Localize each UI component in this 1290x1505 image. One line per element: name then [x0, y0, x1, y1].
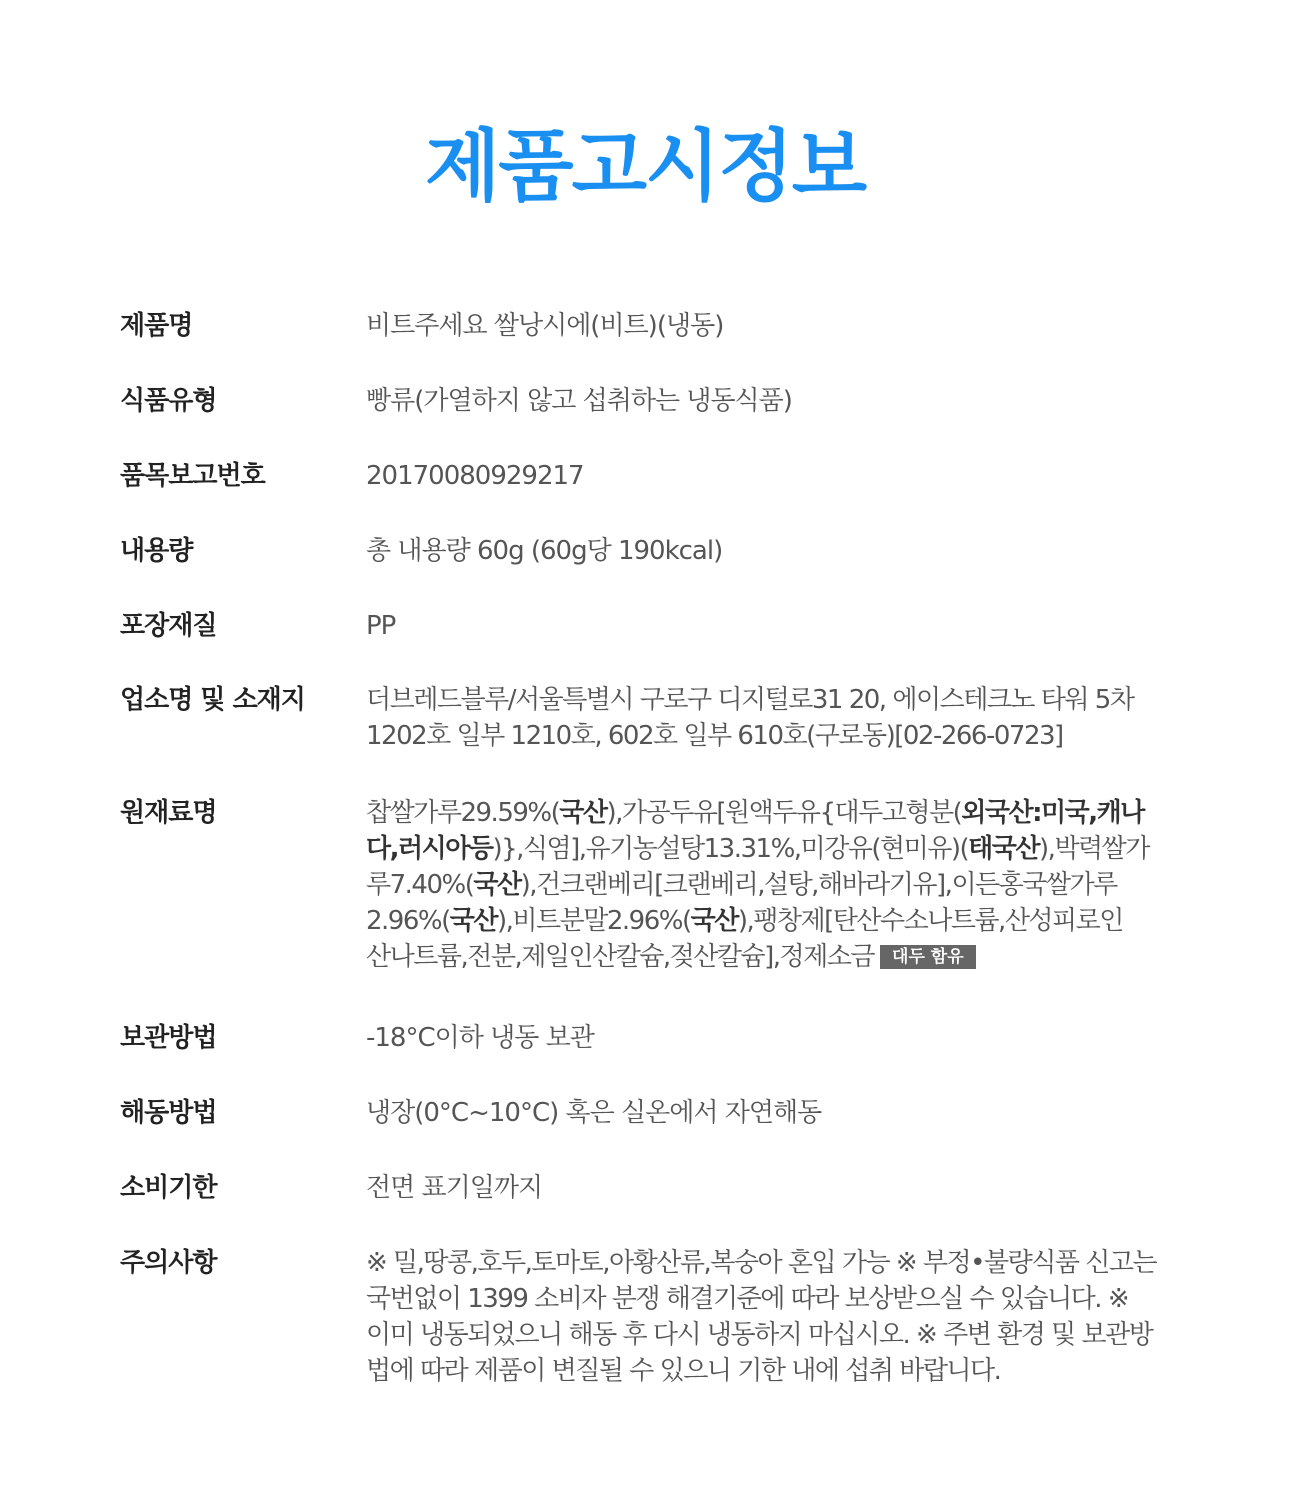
ingredient-text: ),비트분말2.96%( — [496, 906, 691, 936]
row-value: 빵류(가열하지 않고 섭취하는 냉동식품) — [366, 386, 792, 416]
row-label: 품목보고번호 — [120, 461, 265, 491]
ingredient-text: 산나트륨,전분,제일인산칼슘,젖산칼슘],정제소금 — [366, 942, 875, 972]
value-line — [366, 795, 1174, 831]
row-value: 20170080929217 — [366, 461, 584, 491]
value-line: 이미 냉동되었으니 해동 후 다시 냉동하지 마십시오. ※ 주변 환경 및 보관방 — [366, 1320, 1153, 1350]
value-line: 더브레드블루/서울특별시 구로구 디지털로31 20, 에이스테크노 타워 5차 — [366, 685, 1134, 715]
ingredient-text: )},식염],유기농설탕13.31%,미강유(현미유)( — [492, 834, 969, 864]
value-line — [366, 939, 1174, 975]
origin-highlight: 다,러시아등 — [366, 834, 493, 864]
origin-highlight: 국산 — [473, 870, 521, 900]
ingredient-text: 찹쌀가루29.59%( — [366, 798, 560, 828]
value-line — [366, 903, 1174, 939]
row-value: 전면 표기일까지 — [366, 1173, 543, 1203]
value-line: 국번없이 1399 소비자 분쟁 해결기준에 따라 보상받으실 수 있습니다. ※ — [366, 1284, 1129, 1314]
row-label: 식품유형 — [120, 386, 217, 416]
ingredient-text: ),팽창제[탄산수소나트륨,산성피로인 — [737, 906, 1123, 936]
row-label: 주의사항 — [120, 1248, 217, 1278]
row-label: 포장재질 — [120, 611, 217, 641]
allergen-badge: 대두 함유 — [880, 945, 976, 969]
ingredient-text: ),가공두유[원액두유{대두고형분( — [606, 798, 962, 828]
value-line — [366, 831, 1174, 867]
row-value: -18°C이하 냉동 보관 — [366, 1023, 594, 1053]
ingredient-text: ),건크랜베리[크랜베리,설탕,해바라기유],이든홍국쌀가루 — [520, 870, 1117, 900]
row-label: 제품명 — [120, 311, 193, 341]
row-label: 보관방법 — [120, 1023, 217, 1053]
row-value: PP — [366, 611, 396, 641]
row-value — [366, 682, 1174, 754]
ingredient-text: 루7.40%( — [366, 870, 474, 900]
ingredient-text: ),박력쌀가 — [1039, 834, 1149, 864]
value-line: ※ 밀,땅콩,호두,토마토,아황산류,복숭아 혼입 가능 ※ 부정•불량식품 신고는 — [366, 1248, 1157, 1278]
row-label: 내용량 — [120, 536, 193, 566]
row-value — [366, 1245, 1174, 1389]
row-label: 소비기한 — [120, 1173, 217, 1203]
row-label: 업소명 및 소재지 — [120, 685, 305, 715]
ingredient-text: 2.96%( — [366, 906, 450, 936]
value-line — [366, 867, 1174, 903]
row-value: 냉장(0°C~10°C) 혹은 실온에서 자연해동 — [366, 1098, 822, 1128]
value-line: 법에 따라 제품이 변질될 수 있으니 기한 내에 섭취 바랍니다. — [366, 1356, 1001, 1386]
row-label: 해동방법 — [120, 1098, 217, 1128]
row-value: 비트주세요 쌀낭시에(비트)(냉동) — [366, 311, 724, 341]
origin-highlight: 국산 — [449, 906, 497, 936]
origin-highlight: 태국산 — [968, 834, 1040, 864]
row-value — [366, 795, 1174, 975]
value-line: 1202호 일부 1210호, 602호 일부 610호(구로동)[02-266-0723] — [366, 721, 1063, 751]
origin-highlight: 국산 — [559, 798, 607, 828]
page-title: 제품고시정보 — [424, 122, 866, 212]
row-value: 총 내용량 60g (60g당 190kcal) — [366, 536, 723, 566]
row-label: 원재료명 — [120, 798, 217, 828]
origin-highlight: 국산 — [690, 906, 738, 936]
origin-highlight: 외국산:미국,캐나 — [961, 798, 1144, 828]
